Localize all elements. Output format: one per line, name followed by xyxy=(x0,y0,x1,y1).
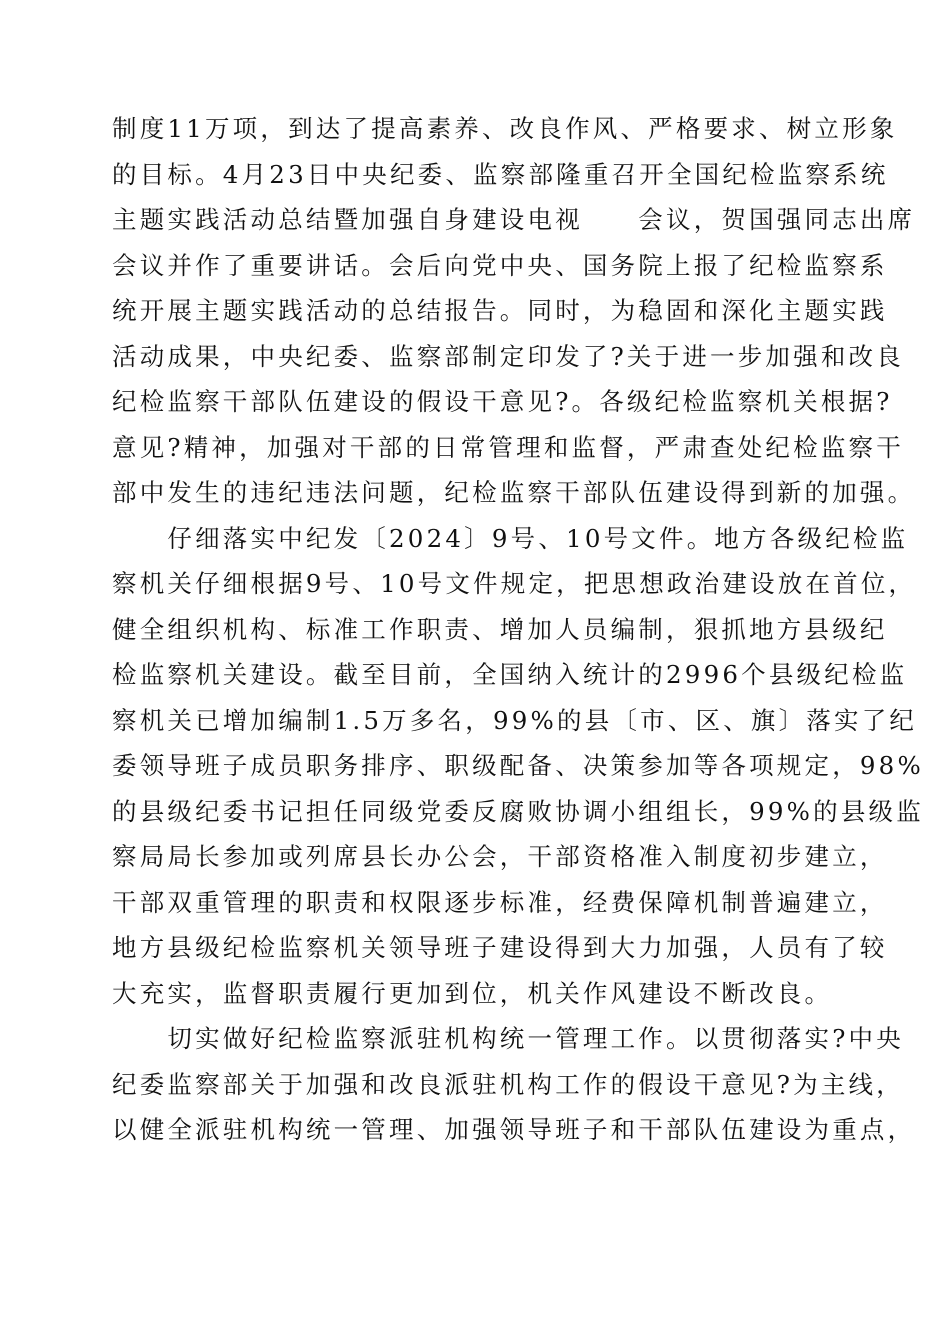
text-line-9: 部中发生的违纪违法问题，纪检监察干部队伍建设得到新的加强。 xyxy=(112,478,916,507)
text-line-18: 干部双重管理的职责和权限逐步标准，经费保障机制普遍建立， xyxy=(112,887,888,917)
text-line-14: 察机关已增加编制1.5万多名，99%的县〔市、区、旗〕落实了纪 xyxy=(112,705,918,735)
text-line-8: 意见?精神，加强对干部的日常管理和监督，严肃查处纪检监察干 xyxy=(112,432,904,462)
text-line-21: 切实做好纪检监察派驻机构统一管理工作。以贯彻落实?中央 xyxy=(112,1024,904,1053)
text-line-13: 检监察机关建设。截至目前，全国纳入统计的2996个县级纪检监 xyxy=(112,660,908,689)
text-line-3: 主题实践活动总结暨加强自身建设电视 会议，贺国强同志出席 xyxy=(112,205,916,234)
text-line-16: 的县级纪委书记担任同级党委反腐败协调小组组长，99%的县级监 xyxy=(112,796,924,826)
text-line-22: 纪委监察部关于加强和改良派驻机构工作的假设干意见?为主线， xyxy=(112,1069,904,1099)
text-line-23: 以健全派驻机构统一管理、加强领导班子和干部队伍建设为重点， xyxy=(112,1115,916,1144)
text-line-7: 纪检监察干部队伍建设的假设干意见?。各级纪检监察机关根据? xyxy=(112,387,893,416)
text-line-1: 制度11万项，到达了提高素养、改良作风、严格要求、树立形象 xyxy=(112,114,898,143)
text-line-15: 委领导班子成员职务排序、职级配备、决策参加等各项规定，98% xyxy=(112,751,924,780)
text-line-20: 大充实，监督职责履行更加到位，机关作风建设不断改良。 xyxy=(112,978,833,1008)
text-line-17: 察局局长参加或列席县长办公会，干部资格准入制度初步建立， xyxy=(112,842,888,871)
text-line-5: 统开展主题实践活动的总结报告。同时，为稳固和深化主题实践 xyxy=(112,296,888,325)
text-line-12: 健全组织机构、标准工作职责、增加人员编制，狠抓地方县级纪 xyxy=(112,614,888,644)
text-line-2: 的目标。4月23日中央纪委、监察部隆重召开全国纪检监察系统 xyxy=(112,159,889,189)
text-line-11: 察机关仔细根据9号、10号文件规定，把思想政治建设放在首位， xyxy=(112,569,917,598)
body-text xyxy=(112,106,924,1153)
text-line-19: 地方县级纪检监察机关领导班子建设得到大力加强，人员有了较 xyxy=(112,933,888,962)
text-line-4: 会议并作了重要讲话。会后向党中央、国务院上报了纪检监察系 xyxy=(112,250,888,280)
text-line-10: 仔细落实中纪发〔2024〕9号、10号文件。地方各级纪检监 xyxy=(112,523,909,553)
text-line-6: 活动成果，中央纪委、监察部制定印发了?关于进一步加强和改良 xyxy=(112,341,904,371)
